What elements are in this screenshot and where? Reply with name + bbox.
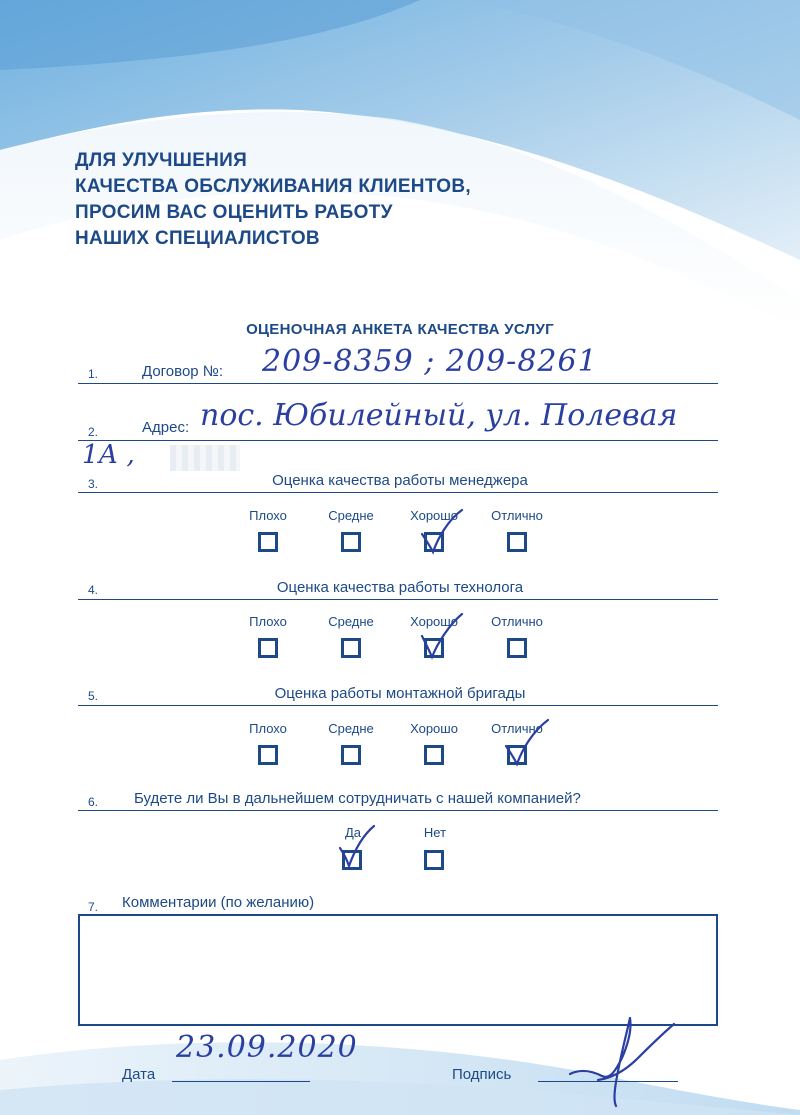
address-field-line2[interactable]: 1А , [82,440,135,470]
intro-heading [75,148,595,252]
option-label-no: Нет [423,825,447,840]
comments-textarea[interactable] [78,914,718,1026]
redacted-area [170,445,240,471]
date-field[interactable]: 23.09.2020 [176,1030,358,1065]
signature-underline [538,1081,678,1082]
checkbox-cooperation-yes[interactable] [342,850,362,870]
item-number: 1. [88,367,99,381]
checkbox-crew-poor[interactable] [258,745,278,765]
checkbox-technologist-excellent[interactable] [507,638,527,658]
date-label: Дата [122,1066,156,1083]
signature-label: Подпись [452,1066,512,1083]
checkbox-manager-average[interactable] [341,532,361,552]
checkbox-manager-good[interactable] [424,532,444,552]
option-label-good: Хорошо [410,721,458,736]
comments-label: Комментарии (по желанию) [122,894,315,911]
question-underline [78,705,718,706]
intro-line: ДЛЯ УЛУЧШЕНИЯ [75,150,248,171]
checkbox-manager-poor[interactable] [258,532,278,552]
question-crew-title: Оценка работы монтажной бригады [274,685,526,702]
checkbox-technologist-poor[interactable] [258,638,278,658]
checkbox-cooperation-no[interactable] [424,850,444,870]
item-number: 3. [88,477,99,491]
option-label-excellent: Отлично [491,721,543,736]
question-manager-title: Оценка качества работы менеджера [272,472,528,489]
question-underline [78,492,718,493]
question-underline [78,599,718,600]
checkbox-crew-good[interactable] [424,745,444,765]
form-title: ОЦЕНОЧНАЯ АНКЕТА КАЧЕСТВА УСЛУГ [246,321,554,338]
checkbox-crew-average[interactable] [341,745,361,765]
option-label-yes: Да [344,825,362,840]
checkbox-manager-excellent[interactable] [507,532,527,552]
option-label-average: Средне [328,508,374,523]
address-underline [78,440,718,441]
intro-line: НАШИХ СПЕЦИАЛИСТОВ [75,228,320,249]
date-underline [172,1081,310,1082]
item-number: 7. [88,900,99,914]
intro-line: КАЧЕСТВА ОБСЛУЖИВАНИЯ КЛИЕНТОВ, [75,176,471,197]
intro-line: ПРОСИМ ВАС ОЦЕНИТЬ РАБОТУ [75,202,393,223]
option-label-good: Хорошо [410,614,458,629]
option-label-excellent: Отлично [491,614,543,629]
option-label-poor: Плохо [249,721,287,736]
item-number: 5. [88,689,99,703]
item-number: 6. [88,795,99,809]
question-underline [78,810,718,811]
option-label-excellent: Отлично [491,508,543,523]
item-number: 2. [88,425,99,439]
question-cooperation-title: Будете ли Вы в дальнейшем сотрудничать с нашей компанией? [134,790,581,807]
contract-label: Договор №: [142,363,224,380]
address-field-line1[interactable]: пос. Юбилейный, ул. Полевая [200,398,678,433]
checkbox-technologist-average[interactable] [341,638,361,658]
option-label-good: Хорошо [410,508,458,523]
option-label-average: Средне [328,614,374,629]
option-label-poor: Плохо [249,614,287,629]
option-label-poor: Плохо [249,508,287,523]
contract-underline [78,383,718,384]
checkbox-crew-excellent[interactable] [507,745,527,765]
item-number: 4. [88,583,99,597]
checkbox-technologist-good[interactable] [424,638,444,658]
question-technologist-title: Оценка качества работы технолога [276,579,524,596]
option-label-average: Средне [328,721,374,736]
contract-number-field[interactable]: 209-8359 ; 209-8261 [262,344,598,379]
address-label: Адрес: [142,419,190,436]
